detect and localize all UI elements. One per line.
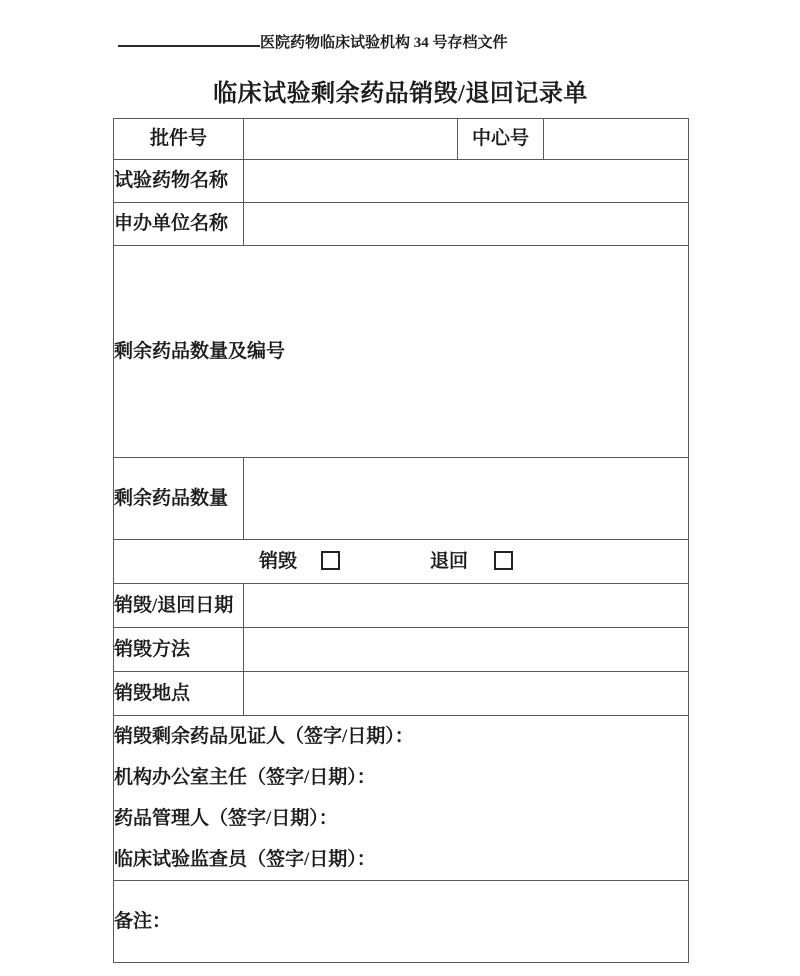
header-archive-text: 医院药物临床试验机构 34 号存档文件 <box>260 35 508 51</box>
approval-no-label: 批件号 <box>114 119 244 160</box>
signature-line-monitor: 临床试验监查员（签字/日期）： <box>114 849 376 870</box>
header-blank-underline <box>118 30 260 47</box>
document-header <box>118 30 508 53</box>
record-form-table <box>113 118 689 963</box>
destroy-place-label: 销毁地点 <box>114 672 244 716</box>
remaining-qty-label: 剩余药品数量 <box>114 458 244 540</box>
row-remark <box>114 881 689 963</box>
row-remaining-qty-and-no <box>114 246 689 458</box>
drug-name-field[interactable] <box>244 160 689 203</box>
center-no-label: 中心号 <box>458 119 544 160</box>
destroy-method-field[interactable] <box>244 628 689 672</box>
center-no-field[interactable] <box>544 119 689 160</box>
destroy-method-label: 销毁方法 <box>114 628 244 672</box>
disposal-date-label: 销毁/退回日期 <box>114 584 244 628</box>
remark-label: 备注： <box>114 910 172 932</box>
row-signatures <box>114 716 689 881</box>
row-destroy-place <box>114 672 689 716</box>
signature-line-drug-manager: 药品管理人（签字/日期）： <box>114 808 338 829</box>
row-approval-center <box>114 119 689 160</box>
approval-no-field[interactable] <box>244 119 458 160</box>
return-option-label: 退回 <box>430 550 469 572</box>
disposal-choice-line <box>114 540 688 583</box>
destroy-checkbox[interactable] <box>321 551 340 570</box>
destroy-place-field[interactable] <box>244 672 689 716</box>
destroy-option-label: 销毁 <box>259 550 298 572</box>
signature-line-witness: 销毁剩余药品见证人（签字/日期）： <box>114 726 414 747</box>
remaining-qty-and-no-field[interactable] <box>114 246 689 458</box>
row-disposal-choice <box>114 540 689 584</box>
disposal-date-field[interactable] <box>244 584 689 628</box>
row-destroy-method <box>114 628 689 672</box>
return-checkbox[interactable] <box>494 551 513 570</box>
sponsor-name-field[interactable] <box>244 203 689 246</box>
remaining-qty-field[interactable] <box>244 458 689 540</box>
row-remaining-qty <box>114 458 689 540</box>
drug-name-label: 试验药物名称 <box>114 160 244 203</box>
row-disposal-date <box>114 584 689 628</box>
row-drug-name <box>114 160 689 203</box>
row-sponsor-name <box>114 203 689 246</box>
signature-line-office-director: 机构办公室主任（签字/日期）： <box>114 767 376 788</box>
sponsor-name-label: 申办单位名称 <box>114 203 244 246</box>
remark-field[interactable] <box>114 881 689 963</box>
page-title: 临床试验剩余药品销毁/退回记录单 <box>213 81 588 107</box>
remaining-qty-and-no-label: 剩余药品数量及编号 <box>114 340 286 362</box>
